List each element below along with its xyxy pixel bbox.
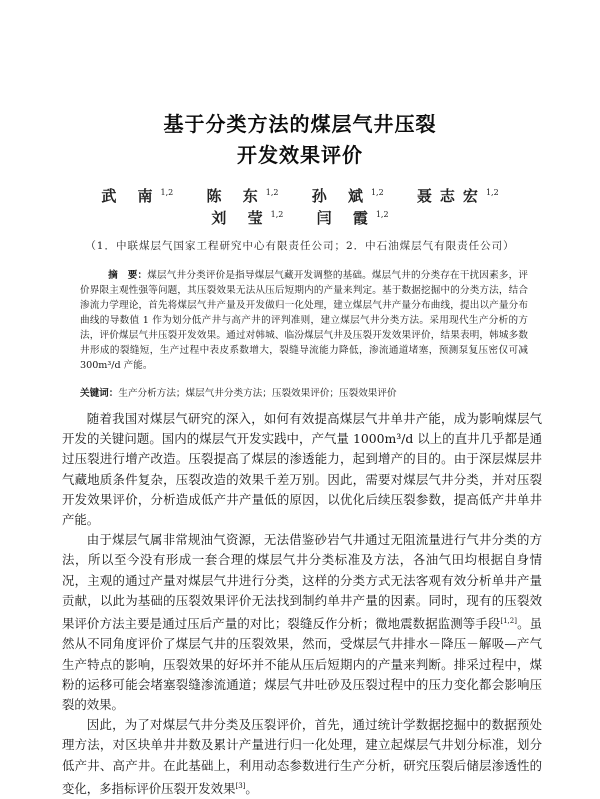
paragraph bbox=[62, 409, 542, 530]
body-text bbox=[62, 409, 542, 799]
paper-title-line-2: 开发效果评价 bbox=[237, 143, 363, 167]
author-affil-sup: 1,2 bbox=[370, 188, 384, 197]
keywords-text: 生产分析方法；煤层气井分类方法；压裂效果评价；压裂效果评价 bbox=[118, 388, 397, 399]
keywords bbox=[80, 386, 528, 401]
author bbox=[207, 185, 279, 206]
author-name: 闫 霞 bbox=[316, 209, 376, 227]
author bbox=[417, 185, 499, 206]
paragraph-text: 由于煤层气属非常规油气资源，无法借鉴砂岩气井通过无阻流量进行气井分类的方法，所以至今没有形成一套合理的煤层气井分类标准及方法，各油气田均根据自身情况，主观的通过产量对煤层气井进行分类，这样的分类方式无法客观有效分析单井产量贡献，以此为基础的压裂效果评价无法找到制约单井产量的因素。同时，现有的压裂效果评价方法主要是通过压后产量的对比；裂缝反作分析；微地震数据监测等手段 bbox=[62, 532, 542, 632]
paragraph-text: 随着我国对煤层气研究的深入，如何有效提高煤层气井单井产能，成为影响煤层气开发的关键问题。国内的煤层气开发实践中，产气量 1000m³/d 以上的直井几乎都是通过压裂进行增产改造。压裂提高了煤层的渗透能力，起到增产的目的。由于深层煤层井气藏地质条件复杂，压裂改造的效果千差万别。因此，需要对煤层气井分类，并对压裂开发效果评价，分析造成低产井产量低的原因，以优化后续压裂参数，提高低产井单井产能。 bbox=[62, 411, 542, 528]
abstract-label: 摘 要： bbox=[108, 270, 148, 281]
paragraph bbox=[62, 715, 542, 799]
keywords-label: 关键词： bbox=[80, 388, 119, 399]
author-name: 陈 东 bbox=[206, 187, 266, 205]
author-affil-sup: 1,2 bbox=[485, 188, 499, 197]
citation-ref: [1,2] bbox=[500, 617, 517, 626]
author-name: 聂志宏 bbox=[416, 187, 486, 205]
paragraph-text: 因此，为了对煤层气井分类及压裂评价，首先，通过统计学数据挖掘中的数据预处理方法，对区块单井井数及累计产量进行归一化处理，建立起煤层气井划分标准，划分低产井、高产井。在此基础上，利用动态参数进行生产分析，研究压裂后储层渗透性的变化，多指标评价压裂开发效果 bbox=[62, 717, 542, 796]
author bbox=[317, 207, 389, 228]
author bbox=[211, 207, 283, 228]
citation-ref: [3] bbox=[235, 781, 246, 790]
affiliation: （1．中联煤层气国家工程研究中心有限责任公司；2．中石油煤层气有限责任公司） bbox=[85, 240, 515, 252]
author-name: 刘 莹 bbox=[211, 209, 271, 227]
author-affil-sup: 1,2 bbox=[270, 210, 284, 219]
abstract bbox=[80, 268, 528, 373]
abstract-text: 煤层气井分类评价是指导煤层气藏开发调整的基础。煤层气井的分类存在干扰因素多，评价界限主观性强等问题，其压裂效果无法从压后短期内的产量来判定。基于数据挖掘中的分类方法，结合渗流力学理论，首先将煤层气井产量及开发做归一化处理，建立煤层气井产量分布曲线，提出以产量分布曲线的导数值 1 作为划分低产井与高产井的评判准则，建立煤层气井分类方法。采用现代生产分析的方法，评价煤层气井压裂开发效果。通过对韩城、临汾煤层气井及压裂开发效果评价，结果表明，韩城多数井形成的裂缝短，生产过程中表皮系数增大，裂缝导流能力降低，渗流通道堵塞，预测泵复压密仅可减 300m³/d 产能。 bbox=[80, 270, 529, 371]
paragraph-text: 。 bbox=[245, 780, 258, 796]
author-name: 武 南 bbox=[101, 187, 161, 205]
author bbox=[101, 185, 173, 206]
paragraph-text: 。虽然从不同角度评价了煤层气井的压裂效果，然而，受煤层气井排水－降压－解吸—产气生产特点的影响，压裂效果的好坏并不能从压后短期内的产量来判断。排采过程中，煤粉的运移可能会堵塞裂缝渗流通道；煤层气井吐砂及压裂过程中的压力变化都会影响压裂的效果。 bbox=[62, 616, 543, 712]
author-affil-sup: 1,2 bbox=[265, 188, 279, 197]
author-affil-sup: 1,2 bbox=[160, 188, 174, 197]
paper-title-line-1: 基于分类方法的煤层气井压裂 bbox=[163, 112, 437, 136]
paragraph bbox=[62, 530, 542, 715]
author bbox=[312, 185, 384, 206]
author-affil-sup: 1,2 bbox=[375, 210, 389, 219]
author-row-2 bbox=[0, 207, 600, 228]
author-name: 孙 斌 bbox=[311, 187, 371, 205]
author-row-1 bbox=[0, 185, 600, 206]
